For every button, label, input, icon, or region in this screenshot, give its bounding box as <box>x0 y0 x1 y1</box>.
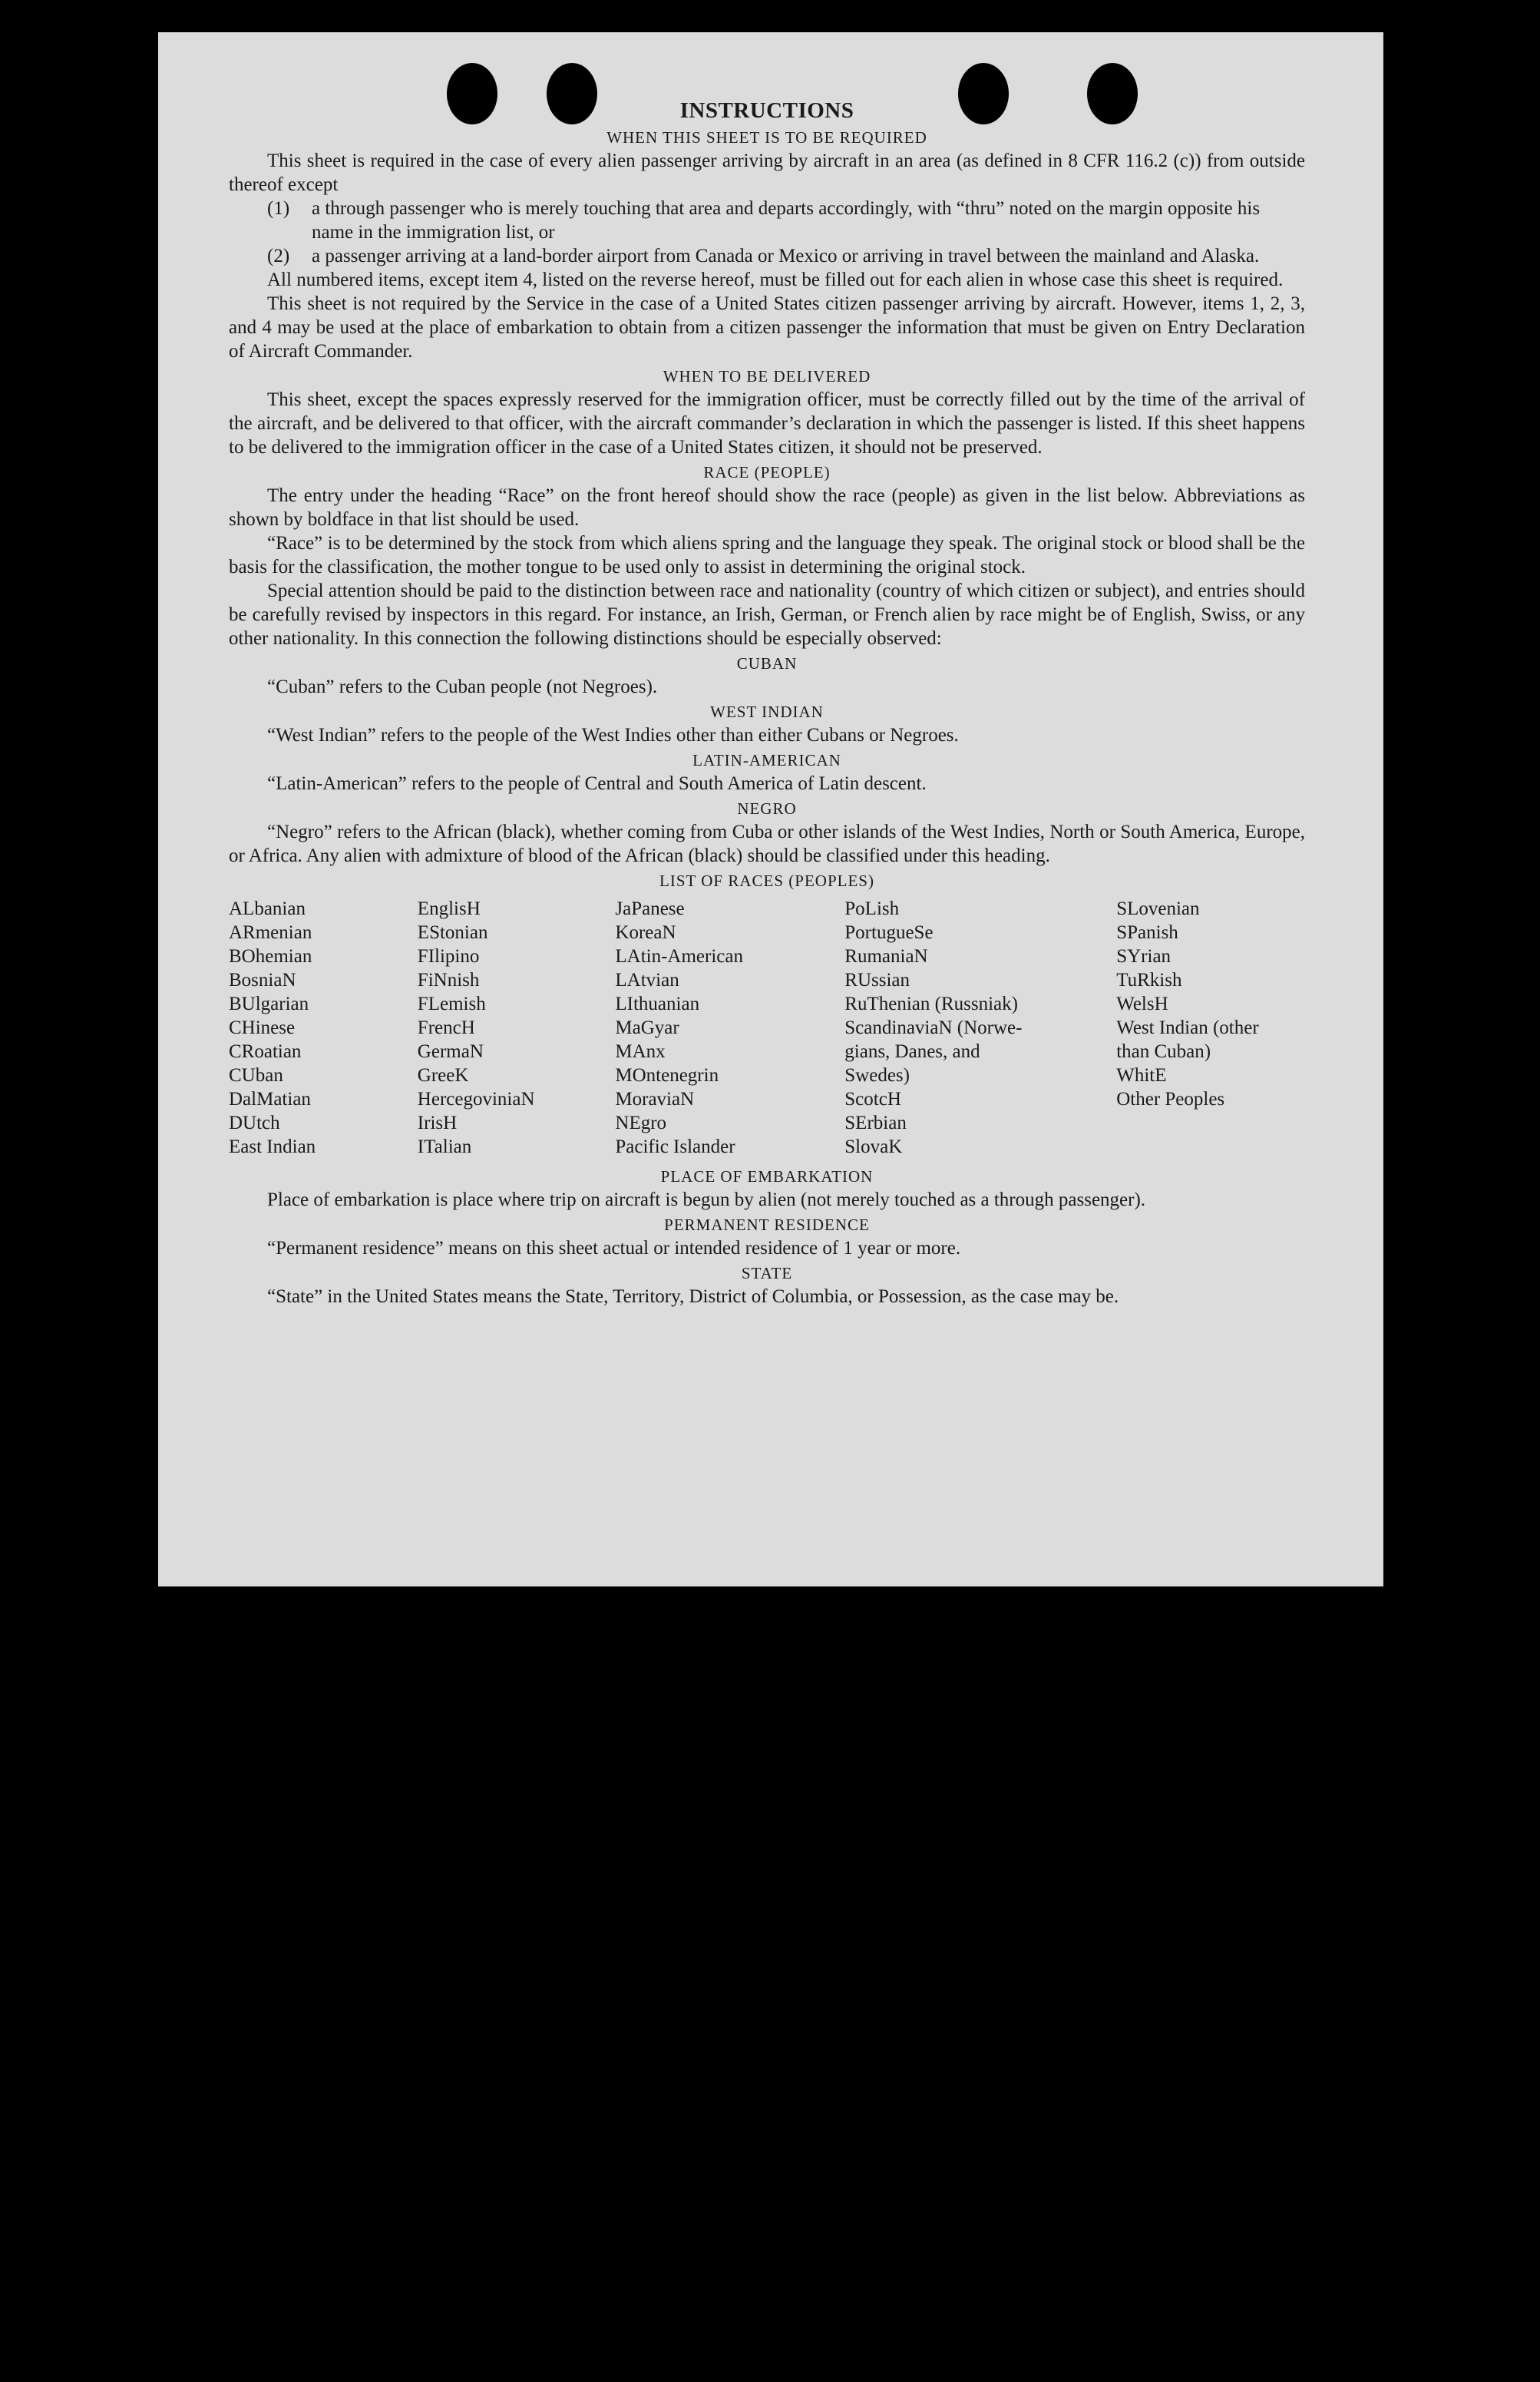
instruction-sheet <box>158 32 1383 1586</box>
races-column <box>229 897 418 1159</box>
punch-hole <box>958 63 1009 124</box>
section-heading: WHEN THIS SHEET IS TO BE REQUIRED <box>606 128 927 147</box>
race-item: RUssian <box>844 970 910 991</box>
race-item: SPanish <box>1116 922 1178 943</box>
section-text: “Latin-American” refers to the people of Central and South America of Latin descent. <box>267 773 927 794</box>
item-number: (2) <box>267 246 290 266</box>
race-item: MAnx <box>615 1041 666 1062</box>
list-item <box>267 197 1305 244</box>
race-item: ITalian <box>417 1136 472 1157</box>
section-heading: WEST INDIAN <box>710 703 824 721</box>
races-column <box>844 897 1116 1159</box>
section-text: “State” in the United States means the State, Territory, District of Columbia, or Possession, as the case may be. <box>267 1286 1119 1307</box>
section-text: This sheet is not required by the Service in the case of a United States citizen passenger arriving by aircraft. However, items 1, 2, 3, and 4 may be used at the place of embarkation to obtain from a citizen passenger the information that must be given on Entry Declaration of Aircraft Commander. <box>229 293 1305 362</box>
page-title: INSTRUCTIONS <box>679 98 854 123</box>
race-item: GermaN <box>417 1041 484 1062</box>
race-item: PortugueSe <box>844 922 934 943</box>
race-item: FIlipino <box>417 946 480 967</box>
section-text: Place of embarkation is place where trip on aircraft is begun by alien (not merely touched as a through passenger). <box>267 1189 1146 1210</box>
section-heading: PERMANENT RESIDENCE <box>664 1216 870 1234</box>
section-text: This sheet is required in the case of every alien passenger arriving by aircraft in an area (as defined in 8 CFR 116.2 (c)) from outside thereof except <box>229 151 1305 195</box>
section-text: “Negro” refers to the African (black), whether coming from Cuba or other islands of the West Indies, North or South America, Europe, or Africa. Any alien with admixture of blood of the African (black) should be classified under this heading. <box>229 822 1305 866</box>
race-item: West Indian (other than Cuban) <box>1116 1017 1259 1062</box>
race-item: TuRkish <box>1116 970 1182 991</box>
item-number: (1) <box>267 198 290 219</box>
race-item: NEgro <box>615 1113 667 1133</box>
race-item: Other Peoples <box>1116 1089 1225 1110</box>
section-heading: NEGRO <box>737 799 797 818</box>
section-heading: PLACE OF EMBARKATION <box>660 1167 874 1186</box>
race-item: SYrian <box>1116 946 1172 967</box>
race-item: IrisH <box>417 1113 458 1133</box>
section-heading: CUBAN <box>736 654 798 673</box>
section-text: “Permanent residence” means on this sheet actual or intended residence of 1 year or more. <box>267 1238 961 1259</box>
race-item: GreeK <box>417 1065 469 1086</box>
race-item: JaPanese <box>615 898 685 919</box>
section-text: “West Indian” refers to the people of the West Indies other than either Cubans or Negroes. <box>267 725 959 746</box>
item-text: a through passenger who is merely touching that area and departs accordingly, with “thru” noted on the margin opposite his name in the immigration list, or <box>312 198 1261 243</box>
race-item: ARmenian <box>229 922 312 943</box>
section-text: The entry under the heading “Race” on the front hereof should show the race (people) as given in the list below. Abbreviations as shown by boldface in that list should be used. <box>229 485 1305 530</box>
race-item: BosniaN <box>229 970 296 991</box>
races-list <box>229 897 1305 1159</box>
race-item: MoraviaN <box>615 1089 695 1110</box>
section-heading: WHEN TO BE DELIVERED <box>663 367 871 385</box>
section-text: “Race” is to be determined by the stock from which aliens spring and the language they speak. The original stock or blood shall be the basis for the classification, the mother tongue to be used only to assist in determining the original stock. <box>229 533 1305 577</box>
race-item: DalMatian <box>229 1089 311 1110</box>
race-item: SlovaK <box>844 1136 903 1157</box>
race-item: LAtin-American <box>615 946 743 967</box>
races-column <box>418 897 616 1159</box>
race-item: ScotcH <box>844 1089 901 1110</box>
race-item: MOntenegrin <box>615 1065 719 1086</box>
section-text: This sheet, except the spaces expressly reserved for the immigration officer, must be correctly filled out by the time of the arrival of the aircraft, and be delivered to that officer, with the aircraft commander’s declaration in which the passenger is listed. If this sheet happens to be delivered to the immigration officer in the case of a United States citizen, it should not be preserved. <box>229 389 1305 458</box>
race-item: PoLish <box>844 898 900 919</box>
list-item <box>267 244 1305 268</box>
race-item: DUtch <box>229 1113 280 1133</box>
race-item: EnglisH <box>417 898 481 919</box>
section-heading: LATIN-AMERICAN <box>692 751 841 769</box>
race-item: HercegoviniaN <box>417 1089 535 1110</box>
race-item: FiNnish <box>417 970 480 991</box>
punch-hole <box>447 63 497 124</box>
race-item: MaGyar <box>615 1017 679 1038</box>
race-item: FrencH <box>417 1017 475 1038</box>
race-item: RuThenian (Russniak) <box>844 994 1018 1014</box>
race-item: CHinese <box>229 1017 296 1038</box>
race-item: East Indian <box>229 1136 316 1157</box>
section-text: “Cuban” refers to the Cuban people (not Negroes). <box>267 677 658 697</box>
section-text: Special attention should be paid to the distinction between race and nationality (country of which citizen or subject), and entries should be carefully revised by inspectors in this regard. For instance, an Irish, German, or French alien by race might be of English, Swiss, or any other nationality. In this connection the following distinctions should be especially observed: <box>229 581 1305 649</box>
item-text: a passenger arriving at a land-border airport from Canada or Mexico or arriving in travel between the mainland and Alaska. <box>312 246 1260 266</box>
race-item: WelsH <box>1116 994 1168 1014</box>
race-item: BUlgarian <box>229 994 309 1014</box>
races-column <box>615 897 844 1159</box>
section-heading: LIST OF RACES (PEOPLES) <box>659 872 874 890</box>
race-item: BOhemian <box>229 946 312 967</box>
race-item: SErbian <box>844 1113 907 1133</box>
punch-hole <box>1087 63 1138 124</box>
race-item: CUban <box>229 1065 283 1086</box>
race-item: ScandinaviaN (Norwe- gians, Danes, and Swedes) <box>844 1017 1023 1086</box>
race-item: Pacific Islander <box>615 1136 735 1157</box>
races-column <box>1116 897 1305 1159</box>
race-item: LAtvian <box>615 970 679 991</box>
section-heading: STATE <box>741 1264 793 1282</box>
section-heading: RACE (PEOPLE) <box>703 463 831 481</box>
race-item: ALbanian <box>229 898 306 919</box>
race-item: SLovenian <box>1116 898 1200 919</box>
race-item: CRoatian <box>229 1041 302 1062</box>
race-item: KoreaN <box>615 922 676 943</box>
punch-hole <box>547 63 597 124</box>
section-text: All numbered items, except item 4, listed on the reverse hereof, must be filled out for each alien in whose case this sheet is required. <box>267 270 1284 290</box>
race-item: FLemish <box>417 994 486 1014</box>
race-item: EStonian <box>417 922 488 943</box>
race-item: WhitE <box>1116 1065 1167 1086</box>
race-item: LIthuanian <box>615 994 700 1014</box>
race-item: RumaniaN <box>844 946 928 967</box>
